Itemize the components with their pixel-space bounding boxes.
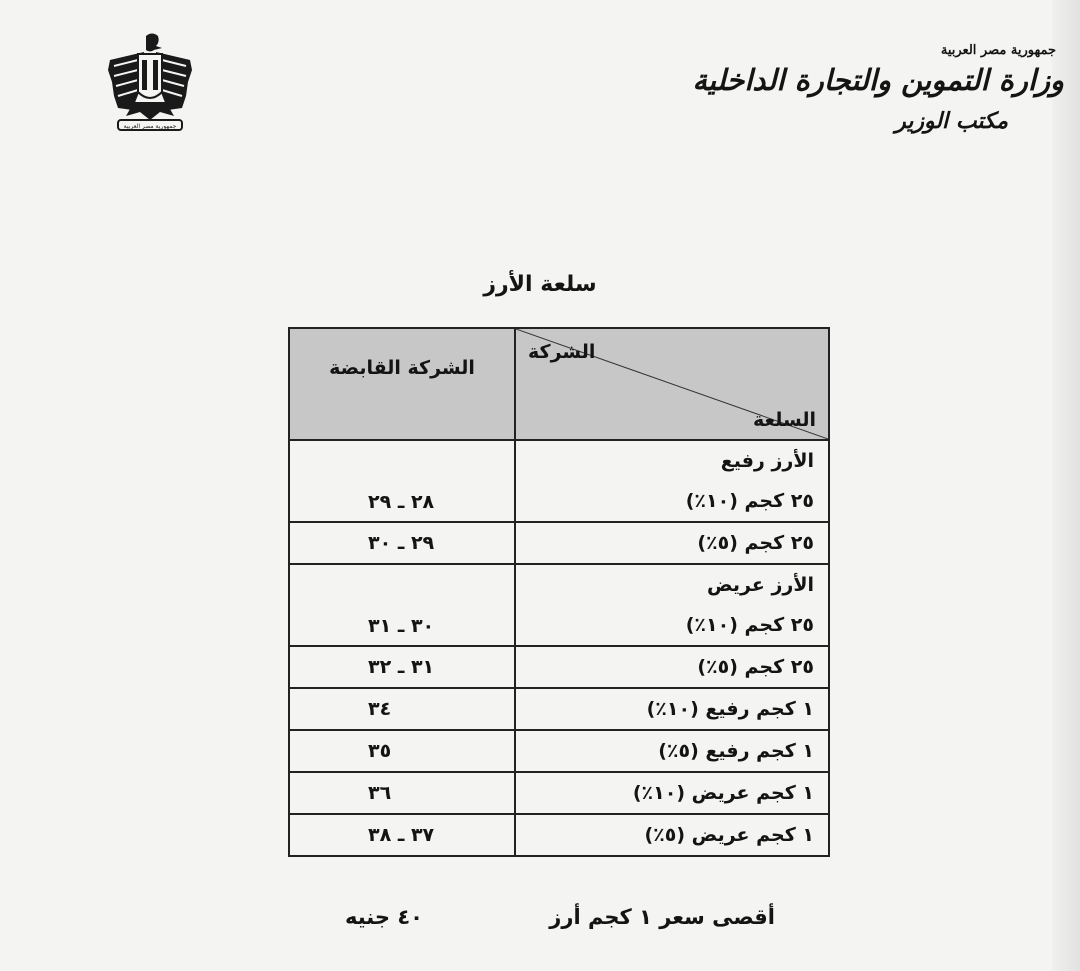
max-price-label: أقصى سعر ١ كجم أرز	[549, 905, 775, 929]
republic-name: جمهورية مصر العربية	[940, 43, 1056, 58]
header-company: الشركة	[528, 341, 596, 363]
price-cell: ٣٠ ـ ٣١	[289, 564, 515, 646]
price-cell: ٣١ ـ ٣٢	[289, 646, 515, 688]
item-label: ٢٥ كجم (١٠٪)	[685, 490, 814, 512]
table-row	[289, 522, 829, 564]
emblem-caption: جمهورية مصر العربية	[123, 123, 177, 130]
item-cell: ٢٥ كجم (٥٪)	[515, 522, 829, 564]
minister-office: مكتب الوزير	[895, 108, 1008, 134]
table-row	[289, 814, 829, 856]
item-label: ٢٥ كجم (١٠٪)	[685, 614, 814, 636]
table-row	[289, 730, 829, 772]
item-cell: ١ كجم عريض (٥٪)	[515, 814, 829, 856]
item-cell: ١ كجم رفيع (١٠٪)	[515, 688, 829, 730]
table-row	[289, 646, 829, 688]
document-title: سلعة الأرز	[483, 272, 597, 297]
table-row	[289, 688, 829, 730]
item-cell: ١ كجم عريض (١٠٪)	[515, 772, 829, 814]
rice-price-table	[288, 327, 830, 857]
item-cell	[515, 440, 829, 522]
item-cell: ١ كجم رفيع (٥٪)	[515, 730, 829, 772]
price-cell: ٢٨ ـ ٢٩	[289, 440, 515, 522]
price-cell: ٣٥	[289, 730, 515, 772]
table-row	[289, 772, 829, 814]
price-cell: ٢٩ ـ ٣٠	[289, 522, 515, 564]
ministry-letterhead	[692, 42, 1064, 162]
header-holding-company: الشركة القابضة	[289, 328, 515, 440]
price-cell: ٣٦	[289, 772, 515, 814]
price-cell: ٣٧ ـ ٣٨	[289, 814, 515, 856]
item-cell	[515, 564, 829, 646]
diagonal-header-cell	[515, 328, 829, 440]
table-header-row	[289, 328, 829, 440]
max-price-value: ٤٠ جنيه	[345, 905, 423, 929]
table-row	[289, 440, 829, 522]
item-cell: ٢٥ كجم (٥٪)	[515, 646, 829, 688]
group-label: الأرز رفيع	[720, 450, 814, 472]
egypt-eagle-emblem-icon	[104, 30, 196, 134]
ministry-name: وزارة التموين والتجارة الداخلية	[692, 63, 1064, 97]
group-label: الأرز عريض	[706, 574, 814, 596]
table-row	[289, 564, 829, 646]
price-cell: ٣٤	[289, 688, 515, 730]
header-commodity: السلعة	[753, 409, 816, 431]
